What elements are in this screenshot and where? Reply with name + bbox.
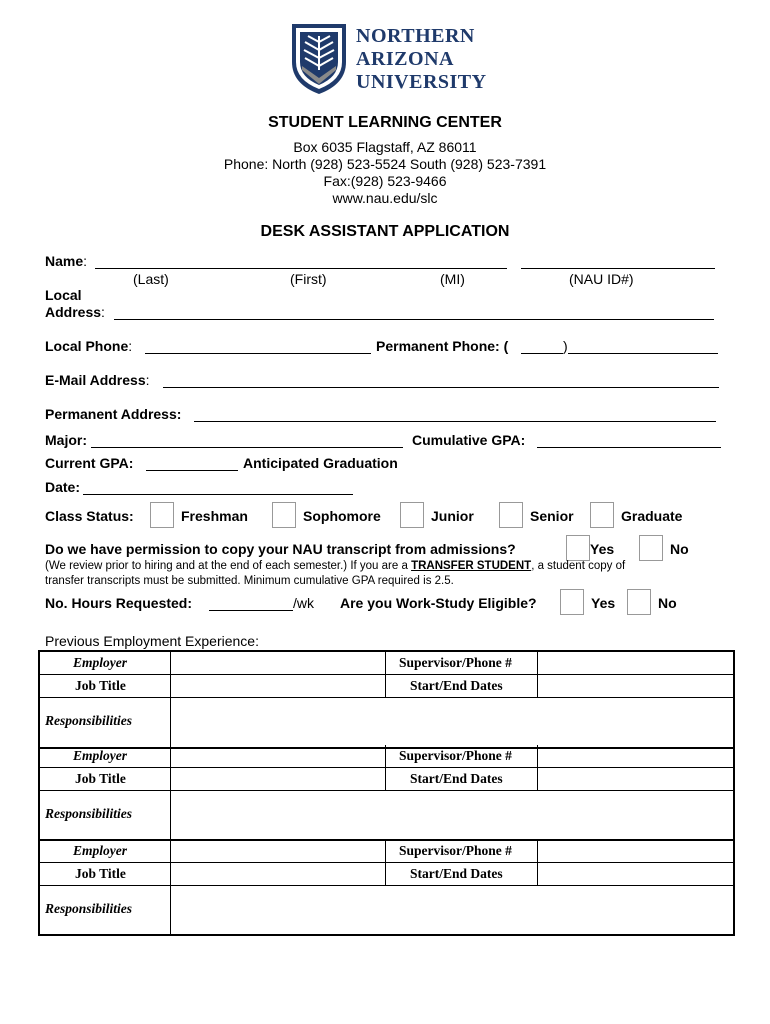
responsibilities-field[interactable] — [171, 698, 731, 745]
senior-checkbox[interactable] — [499, 502, 523, 528]
graduate-checkbox[interactable] — [590, 502, 614, 528]
logo-wordmark — [356, 25, 487, 94]
freshman-label: Freshman — [181, 508, 248, 524]
nau-shield-logo-icon — [290, 22, 348, 96]
permanent-phone-label: Permanent Phone: ( — [376, 338, 509, 354]
email-field[interactable] — [163, 387, 719, 388]
dates-label: Start/End Dates — [410, 771, 503, 786]
work-study-yes-checkbox[interactable] — [560, 589, 584, 615]
job-title-label: Job Title — [75, 771, 126, 786]
transcript-yes-label: Yes — [590, 541, 615, 557]
supervisor-label: Supervisor/Phone # — [399, 748, 512, 763]
hours-requested-field[interactable] — [209, 610, 293, 611]
org-address: Box 6035 Flagstaff, AZ 86011 — [293, 139, 477, 155]
junior-label: Junior — [431, 508, 474, 524]
employer-field[interactable] — [171, 745, 385, 767]
transcript-no-label: No — [670, 541, 689, 557]
last-sublabel: (Last) — [133, 271, 169, 287]
permanent-address-label: Permanent Address: — [45, 406, 182, 422]
supervisor-label: Supervisor/Phone # — [399, 843, 512, 858]
permanent-phone-field[interactable] — [568, 353, 718, 354]
nau-logo — [290, 22, 502, 98]
org-phone: Phone: North (928) 523-5524 South (928) 523-7391 — [223, 156, 547, 172]
employer-label: Employer — [73, 843, 127, 858]
permanent-address-field[interactable] — [194, 421, 716, 422]
employment-entry-3 — [38, 841, 735, 936]
cumulative-gpa-field[interactable] — [537, 447, 721, 448]
work-study-yes-label: Yes — [591, 595, 616, 611]
permanent-area-code-field[interactable] — [521, 353, 563, 354]
dates-field[interactable] — [538, 863, 731, 885]
current-gpa-label: Current GPA: — [45, 455, 134, 471]
org-website: www.nau.edu/slc — [332, 190, 438, 206]
first-sublabel: (First) — [290, 271, 327, 287]
transcript-yes-checkbox[interactable] — [566, 535, 590, 561]
local-phone-label: Local Phone — [45, 338, 129, 354]
major-label: Major: — [45, 432, 87, 448]
note-text-b: , a student copy of — [531, 560, 626, 572]
name-field[interactable] — [95, 268, 507, 269]
dates-field[interactable] — [538, 768, 731, 790]
dates-label: Start/End Dates — [410, 866, 503, 881]
class-status-label: Class Status: — [45, 508, 134, 524]
email-label: E-Mail Address — [45, 372, 146, 388]
graduation-date-field[interactable] — [83, 494, 353, 495]
note-text-a: (We review prior to hiring and at the end of each semester.) If you are a — [45, 560, 412, 572]
name-label: Name — [45, 253, 84, 269]
job-title-field[interactable] — [171, 675, 385, 697]
logo-line-3: UNIVERSITY — [356, 71, 487, 93]
form-title: DESK ASSISTANT APPLICATION — [260, 223, 510, 240]
employer-label: Employer — [73, 655, 127, 670]
employer-field[interactable] — [171, 652, 385, 674]
responsibilities-label: Responsibilities — [45, 806, 133, 821]
employer-field[interactable] — [171, 841, 385, 862]
hours-unit: /wk — [293, 595, 314, 611]
transcript-no-checkbox[interactable] — [639, 535, 663, 561]
transfer-student-emphasis: TRANSFER STUDENT — [411, 560, 532, 572]
org-fax: Fax:(928) 523-9466 — [323, 173, 447, 189]
previous-employment-heading: Previous Employment Experience: — [45, 633, 259, 649]
hours-requested-label: No. Hours Requested: — [45, 595, 193, 611]
supervisor-field[interactable] — [538, 652, 731, 674]
date-label: Date: — [45, 479, 81, 495]
employer-label: Employer — [73, 748, 127, 763]
responsibilities-label: Responsibilities — [45, 901, 133, 916]
address-label: Address — [45, 304, 102, 320]
local-phone-field[interactable] — [145, 353, 371, 354]
current-gpa-field[interactable] — [146, 470, 238, 471]
job-title-field[interactable] — [171, 863, 385, 885]
employment-entry-1 — [38, 650, 735, 749]
sophomore-checkbox[interactable] — [272, 502, 296, 528]
transcript-permission-question: Do we have permission to copy your NAU transcript from admissions? — [45, 541, 516, 557]
responsibilities-field[interactable] — [171, 791, 731, 839]
logo-line-2: ARIZONA — [356, 48, 454, 70]
job-title-label: Job Title — [75, 866, 126, 881]
org-title: STUDENT LEARNING CENTER — [268, 114, 502, 131]
graduate-label: Graduate — [621, 508, 683, 524]
freshman-checkbox[interactable] — [150, 502, 174, 528]
work-study-no-label: No — [658, 595, 677, 611]
anticipated-graduation-label: Anticipated Graduation — [243, 455, 398, 471]
nau-id-sublabel: (NAU ID#) — [569, 271, 634, 287]
local-label: Local — [45, 287, 82, 303]
junior-checkbox[interactable] — [400, 502, 424, 528]
employment-entry-2 — [38, 745, 735, 841]
nau-id-field[interactable] — [521, 268, 715, 269]
responsibilities-field[interactable] — [171, 886, 731, 934]
major-field[interactable] — [91, 447, 403, 448]
job-title-label: Job Title — [75, 678, 126, 693]
supervisor-field[interactable] — [538, 841, 731, 862]
dates-label: Start/End Dates — [410, 678, 503, 693]
area-code-close-paren: ) — [563, 338, 568, 354]
work-study-question: Are you Work-Study Eligible? — [340, 595, 537, 611]
supervisor-label: Supervisor/Phone # — [399, 655, 512, 670]
local-address-field[interactable] — [114, 319, 714, 320]
logo-line-1: NORTHERN — [356, 25, 475, 47]
transcript-note-line-1 — [45, 559, 625, 574]
mi-sublabel: (MI) — [440, 271, 465, 287]
senior-label: Senior — [530, 508, 574, 524]
sophomore-label: Sophomore — [303, 508, 381, 524]
job-title-field[interactable] — [171, 768, 385, 790]
supervisor-field[interactable] — [538, 745, 731, 767]
cumulative-gpa-label: Cumulative GPA: — [412, 432, 526, 448]
dates-field[interactable] — [538, 675, 731, 697]
transcript-note-line-2: transfer transcripts must be submitted. Minimum cumulative GPA required is 2.5. — [45, 575, 454, 587]
responsibilities-label: Responsibilities — [45, 713, 133, 728]
work-study-no-checkbox[interactable] — [627, 589, 651, 615]
